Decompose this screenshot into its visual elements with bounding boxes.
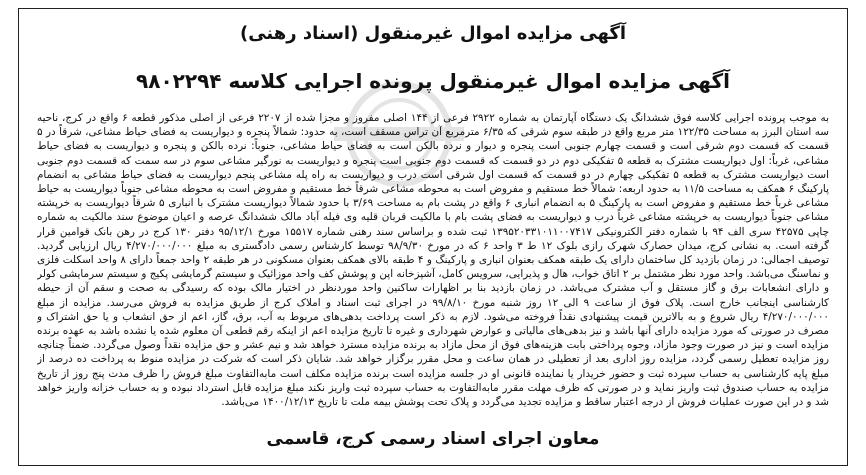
- notice-body: به موجب پرونده اجرایی کلاسه فوق ششدانگ یک دستگاه آپارتمان به شماره ۲۹۲۲ فرعی از ۱۴۴ اصلی مفروز و مجزا شده از ۲۲۰۷ فرعی از اصلی مذکور قطعه ۶ واقع در کرج، ناحیه سه استان البرز به مساحت ۱۲۲/۳۵ متر مربع واقع در طبقه سوم شرقی که ۶/۳۵ مترمربع آن تراس مسقف است، به حدود: شمالاً پنجره و دیواریست به فضای حیاط مشاعی، شرقاً در ۵ قسمت که قسمت دوم شرقی است و قسمت چهارم جنوبی است پنجره و دیوار و نرده بالکن است به فضای حیاط مشاعی، جنوباً: نرده بالکن و پنجره و دیواریست به فضای حیاط مشاعی، غرباً: اول دیواریست مشترک به قطعه ۵ تفکیکی دوم در دو قسمت که قسمت دوم جنوبی است پنجره و دیواریست به نورگیر مشاعی سوم در سه سمت که قسمت دوم جنوبی است دیواریست مشترک به قطعه ۵ تفکیکی چهارم در دو قسمت که قسمت اول شرقی است درب و دیواریست به راه پله مشاعی پنجم دیواریست به فضای حیاط مشاعی به انضمام پارکینگ ۶ همکف به مساحت ۱۱/۵ به حدود اربعه: شمالاً خط مستقیم و مفروض است به محوطه مشاعی شرقاً خط مستقیم و مفروض است به محوطه مشاعی جنوباً دیواریست به حیاط مشاعی غرباً خط مستقیم و مفروض است به پارکینگ ۵ به انضمام انباری ۶ واقع در پشت بام به مساحت ۳/۶۹ با حدود شمالاً دیواریست مشترک با انباری ۵ شرقاً دیواریست به خرپشته مشاعی جنوباً دیواریست به خرپشته مشاعی غرباً درب و دیواریست به فضای پشت بام با مالکیت قربان قلیه وی فیله آباد مالک ششدانگ عرصه و اعیان موضوع سند مالکیت به شماره چاپی ۴۲۵۷۵ سری الف ۹۴ با شماره دفتر الکترونیکی ۱۳۹۵۲۰۳۳۱۰۱۱۰۰۷۴۱۷ ثبت شده و براساس سند رهنی شماره ۱۵۵۱۷ مورخ ۹۵/۱۲/۱ دفتر ۱۳۰ کرج در رهن بانک قوامین قرار گرفته است. به نشانی کرج، میدان حصارک شهرک رازی بلوک ۱۲ ط ۳ واحد ۶ که در مورخ ۹۸/۹/۳۰ توسط کارشناس رسمی دادگستری به مبلغ ۴/۲۷۰/۰۰۰/۰۰۰ ریال ارزیابی گردید. توصیف اجمالی: در زمان بازدید کل ساختمان دارای یک طبقه همکف بعنوان انباری و پارکینگ و ۴ طبقه بالای همکف بعنوان مسکونی در هر طبقه ۲ واحد جمعاً دارای ۸ واحد اسکلت فلزی و نماسنگ می‌باشد. واحد مورد نظر مشتمل بر ۲ اتاق خواب، هال و پذیرایی، سرویس کامل، آشپزخانه اپن و پوشش کف واحد موزائیک و سیستم گرمایشی پکیج و سیستم سرمایشی کولر و دارای انشعابات برق و گاز مستقل و آب مشترک می‌باشد. در زمان بازدید بنا بر اظهارات ساکنین واحد موردنظر در اختیار مالک بوده که رسیدگی به صحت و سقم آن از حیطه کارشناسی اینجانب خارج است. پلاک فوق از ساعت ۹ الی ۱۲ روز شنبه مورخ ۹۹/۸/۱۰ در اجرای ثبت اسناد و املاک کرج از طریق مزایده به فروش می‌رسد. مزایده از مبلغ ۴/۲۷۰/۰۰۰/۰۰۰ ریال شروع و به بالاترین قیمت پیشنهادی نقداً فروخته می‌شود. لازم به ذکر است پرداخت بدهی‌های مربوط به آب، برق، گاز، اعم از حق انشعاب و یا حق اشتراک و مصرف در صورتی که مورد مزایده دارای آنها باشد و نیز بدهی‌های مالیاتی و عوارض شهرداری و غیره تا تاریخ مزایده اعم از اینکه رقم قطعی آن معلوم شده یا نشده باشد به عهده برنده مزایده است و نیز در صورت وجود مازاد، وجوه پرداختی بابت هزینه‌های فوق از محل مازاد به برنده مزایده مسترد خواهد شد و نیم عشر و حق مزایده نقداً وصول می‌گردد. ضمناً چنانچه روز مزایده تعطیل رسمی گردد، مزایده روز اداری بعد از تعطیلی در همان ساعت و محل مقرر برگزار خواهد شد. شایان ذکر است که شرکت در مزایده منوط به پرداخت ده درصد از مبلغ پایه کارشناسی به حساب سپرده ثبت و حضور خریدار یا نماینده قانونی او در جلسه مزایده است برنده مزایده مکلف است مابه‌التفاوت مبلغ فروش را ظرف مدت پنج روز از تاریخ مزایده به حساب صندوق ثبت واریز نماید و در صورتی که ظرف مهلت مقرر مابه‌التفاوت به حساب سپرده ثبت واریز نکند مبلغ مزایده قابل استرداد نبوده و به حساب خزانه واریز خواهد شد و در این صورت عملیات فروش از درجه اعتبار ساقط و مزایده تجدید می‌گردد و پلاک تحت پوشش بیمه ملت تا تاریخ ۱۴۰۰/۱۲/۱۳ می‌باشد.: [37, 112, 829, 409]
- notice-frame: [18, 8, 848, 466]
- notice-case-title: آگهی مزایده اموال غیرمنقول پرونده اجرایی کلاسه ۹۸۰۲۲۹۴: [136, 69, 730, 93]
- notice-signature: معاون اجرای اسناد رسمی کرج، قاسمی: [266, 429, 600, 449]
- notice-title: آگهی مزایده اموال غیرمنقول (اسناد رهنی): [239, 23, 626, 44]
